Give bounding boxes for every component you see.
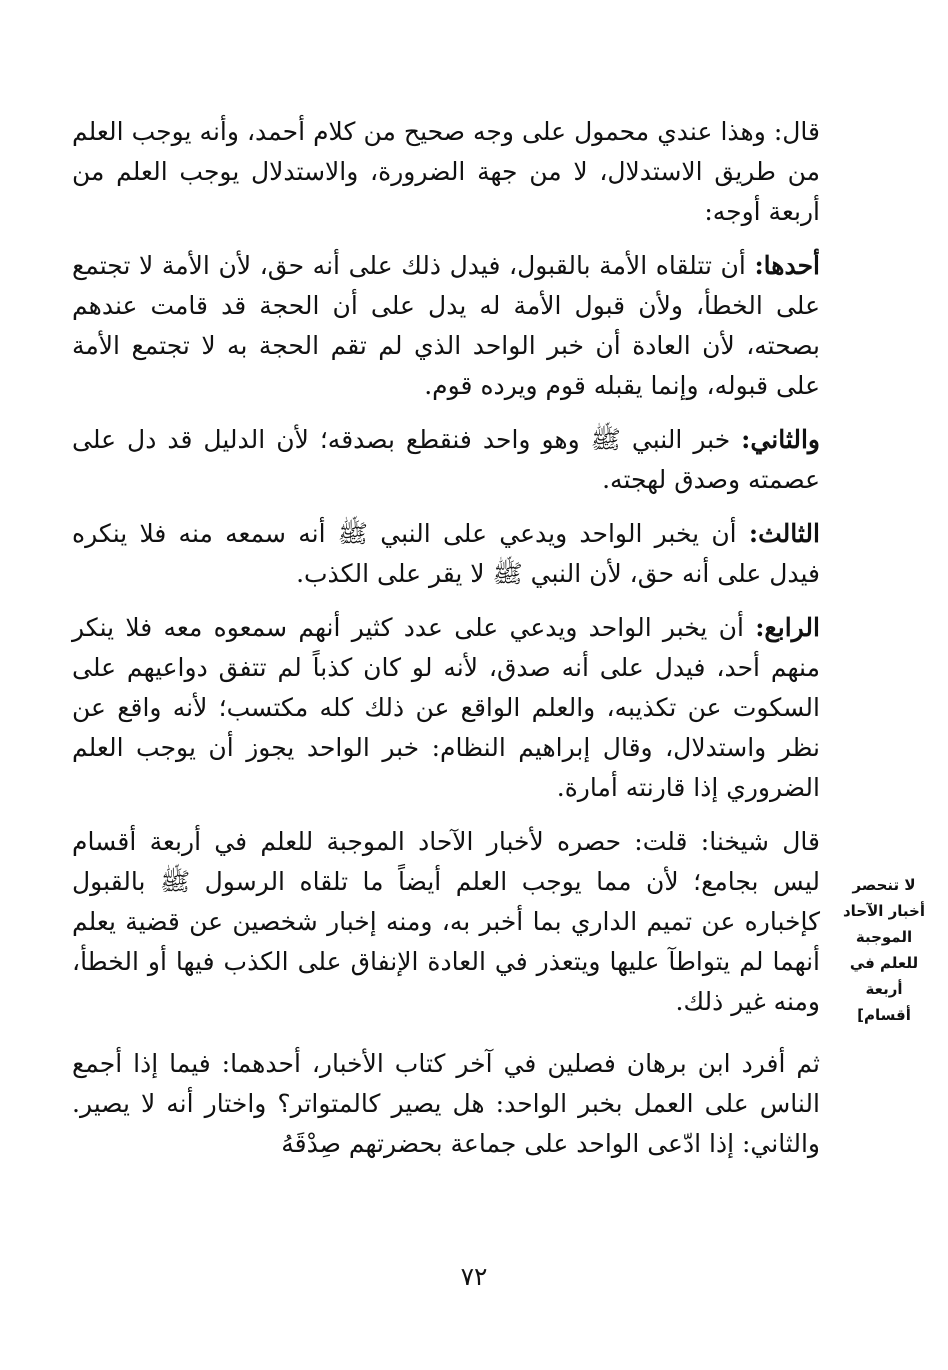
paragraph-third-reason [72, 514, 820, 594]
paragraph-text: أن يخبر الواحد ويدعي على عدد كثير أنهم سمعوه معه فلا ينكر منهم أحد، فيدل على أنه صدق، لأنه لو كان كذباً لم تتفق دواعيهم على السكوت عن تكذيبه، والعلم الواقع عن ذلك كله مكتسب؛ لأنه واقع عن نظر واستدلال، وقال إبراهيم النظام: خبر الواحد يجوز أن يوجب العلم الضروري إذا قارنته أمارة. [72, 613, 820, 802]
paragraph-lead: والثاني: [741, 425, 820, 454]
margin-note [834, 872, 934, 1028]
paragraph-lead: الرابع: [755, 613, 820, 642]
paragraph-second-reason [72, 420, 820, 500]
paragraph-text: قال: وهذا عندي محمول على وجه صحيح من كلام أحمد، وأنه يوجب العلم من طريق الاستدلال، لا من جهة الضرورة، والاستدلال يوجب العلم من أربعة أوجه: [72, 117, 820, 226]
paragraph-fourth-reason [72, 608, 820, 808]
margin-note-line: أربعة [865, 980, 903, 998]
paragraph-lead: الثالث: [748, 519, 820, 548]
margin-note-line: لا تنحصر [852, 876, 916, 894]
paragraph-shaykh-comment [72, 822, 820, 1022]
paragraph-ibn-burhan [72, 1044, 820, 1164]
margin-note-line: أخبار الآحاد [842, 902, 926, 920]
page-number: ٧٢ [460, 1262, 488, 1291]
paragraph-text: ثم أفرد ابن برهان فصلين في آخر كتاب الأخبار، أحدهما: فيما إذا أجمع الناس على العمل بخبر الواحد: هل يصير كالمتواتر؟ واختار أنه لا يصير. والثاني: إذا ادّعى الواحد على جماعة بحضرتهم صِدْقَهُ [72, 1049, 820, 1158]
paragraph-intro [72, 112, 820, 232]
paragraph-text: خبر النبي ﷺ وهو واحد فنقطع بصدقه؛ لأن الدليل قد دل على عصمته وصدق لهجته. [72, 425, 820, 494]
main-text-column [72, 112, 820, 1178]
margin-note-line: للعلم في [849, 954, 919, 972]
paragraph-text: أن يخبر الواحد ويدعي على النبي ﷺ أنه سمعه منه فلا ينكره فيدل على أنه حق، لأن النبي ﷺ لا يقر على الكذب. [72, 519, 820, 588]
paragraph-lead: أحدها: [754, 251, 820, 280]
paragraph-text: أن تتلقاه الأمة بالقبول، فيدل ذلك على أنه حق، لأن الأمة لا تجتمع على الخطأ، ولأن قبول الأمة له يدل على أن الحجة قد قامت عندهم بصحته، لأن العادة أن خبر الواحد الذي لم تقم الحجة به لا تجتمع الأمة على قبوله، وإنما يقبله قوم ويرده قوم. [72, 251, 820, 400]
margin-note-line: أقسام] [857, 1006, 911, 1024]
margin-note-line: الموجبة [855, 928, 913, 946]
paragraph-text: قال شيخنا: قلت: حصره لأخبار الآحاد الموجبة للعلم في أربعة أقسام ليس بجامع؛ لأن مما يوجب العلم أيضاً ما تلقاه الرسول ﷺ بالقبول كإخباره عن تميم الداري بما أخبر به، ومنه إخبار شخصين عن قضية يعلم أنهما لم يتواطآ عليها ويتعذر في العادة الإنفاق على الكذب فيها أو الخطأ، ومنه غير ذلك. [72, 827, 820, 1016]
paragraph-first-reason [72, 246, 820, 406]
